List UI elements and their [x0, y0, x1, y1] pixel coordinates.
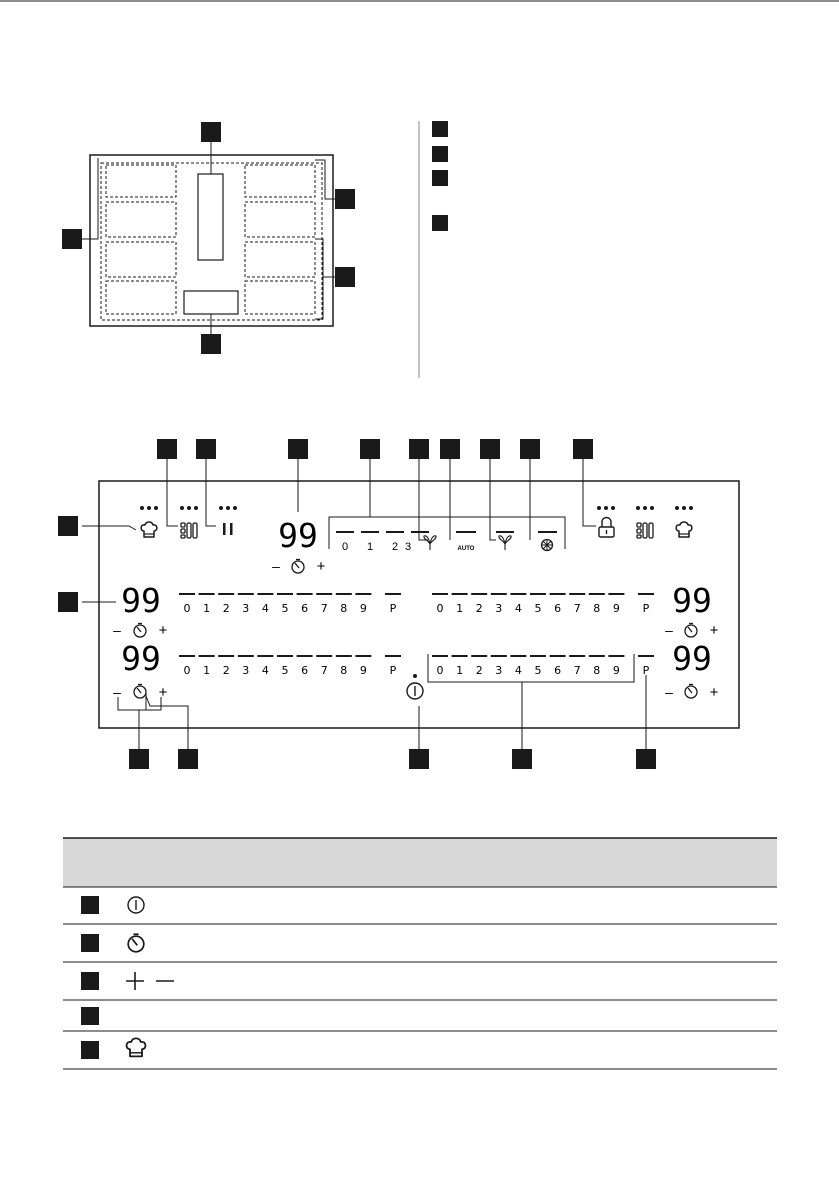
callout-marker [196, 439, 216, 459]
scale-label-P[interactable]: P [389, 602, 397, 615]
scale-label-1[interactable]: 1 [456, 602, 464, 615]
left-rear-zone-display: 99 [121, 639, 161, 678]
scale-label-2[interactable]: 2 [475, 664, 483, 677]
fan-icon[interactable] [499, 536, 511, 550]
scale-label-4[interactable]: 4 [514, 664, 522, 677]
callout-marker [512, 749, 532, 769]
minus-button[interactable]: – [665, 622, 673, 638]
scale-label-0[interactable]: 0 [183, 602, 191, 615]
legend-marker [432, 121, 448, 137]
callout-marker [636, 749, 656, 769]
scale-label-3[interactable]: 3 [495, 664, 503, 677]
auto-label[interactable]: AUTO [457, 546, 475, 552]
hob-zones-diagram [62, 121, 448, 378]
chef-hat-icon[interactable] [141, 522, 157, 537]
plus-button[interactable]: + [158, 684, 168, 701]
callout-marker [335, 189, 355, 209]
left-front-scale[interactable] [179, 594, 401, 615]
callout-marker [288, 439, 308, 459]
right-front-scale[interactable] [432, 594, 654, 615]
scale-label-9[interactable]: 9 [359, 602, 367, 615]
timer-icon[interactable] [685, 624, 697, 638]
scale-label-4[interactable]: 4 [514, 602, 522, 615]
left-front-zone-display: 99 [121, 581, 161, 620]
indicator-dots [219, 506, 237, 510]
scale-label-6[interactable]: 6 [301, 664, 309, 677]
hood-level-2[interactable]: 2 [391, 541, 399, 553]
scale-label-1[interactable]: 1 [203, 664, 211, 677]
scale-label-5[interactable]: 5 [281, 602, 289, 615]
bridge-icon[interactable] [637, 523, 653, 538]
scale-label-4[interactable]: 4 [261, 664, 269, 677]
power-level-scales[interactable] [179, 594, 654, 677]
indicator-dots [636, 506, 654, 510]
scale-label-9[interactable]: 9 [359, 664, 367, 677]
scale-label-5[interactable]: 5 [534, 664, 542, 677]
plus-button[interactable]: + [709, 684, 719, 701]
scale-label-P[interactable]: P [642, 664, 650, 677]
table-header [63, 838, 777, 887]
plus-button[interactable]: + [709, 622, 719, 639]
scale-label-7[interactable]: 7 [320, 602, 328, 615]
scale-label-0[interactable]: 0 [183, 664, 191, 677]
right-rear-scale[interactable] [432, 656, 654, 677]
scale-label-6[interactable]: 6 [554, 664, 562, 677]
power-indicator-dot [413, 674, 417, 678]
table-row [81, 896, 144, 914]
table-row [81, 972, 174, 990]
chef-hat-icon [127, 1038, 146, 1056]
legend-marker [432, 146, 448, 162]
callout-marker [480, 439, 500, 459]
callout-marker [360, 439, 380, 459]
scale-label-4[interactable]: 4 [261, 602, 269, 615]
control-panel [58, 439, 739, 769]
right-front-zone-display: 99 [672, 581, 712, 620]
table-row [81, 1007, 99, 1025]
scale-label-1[interactable]: 1 [203, 602, 211, 615]
scale-label-1[interactable]: 1 [456, 664, 464, 677]
callout-marker [201, 122, 221, 142]
callout-marker [440, 439, 460, 459]
callout-marker [58, 592, 78, 612]
callout-marker [335, 267, 355, 287]
scale-label-9[interactable]: 9 [612, 602, 620, 615]
indicator-dots [140, 506, 158, 510]
right-rear-zone-display: 99 [672, 639, 712, 678]
scale-label-9[interactable]: 9 [612, 664, 620, 677]
minus-button[interactable]: – [113, 684, 121, 700]
indicator-dots [180, 506, 198, 510]
table-row [81, 1038, 145, 1059]
scale-label-P[interactable]: P [389, 664, 397, 677]
lock-icon[interactable] [599, 518, 614, 538]
scale-label-P[interactable]: P [642, 602, 650, 615]
indicator-dots [597, 506, 615, 510]
scale-label-0[interactable]: 0 [436, 664, 444, 677]
key-table [63, 838, 777, 1069]
scale-label-5[interactable]: 5 [534, 602, 542, 615]
legend-marker [432, 170, 448, 186]
row-marker [81, 934, 99, 952]
timer-icon[interactable] [134, 624, 146, 638]
chef-hat-icon[interactable] [676, 522, 692, 537]
callout-marker [129, 749, 149, 769]
scale-label-3[interactable]: 3 [495, 602, 503, 615]
plus-minus-icon [126, 972, 174, 990]
callout-marker [178, 749, 198, 769]
scale-label-7[interactable]: 7 [320, 664, 328, 677]
hood-level-3[interactable]: 3 [404, 541, 412, 553]
minus-button[interactable]: – [665, 684, 673, 700]
timer-icon[interactable] [134, 685, 146, 699]
timer-icon[interactable] [685, 685, 697, 699]
power-icon [128, 897, 144, 913]
plus-button[interactable]: + [316, 558, 326, 575]
light-icon[interactable] [542, 540, 553, 551]
table-row [81, 934, 144, 952]
callout-marker [520, 439, 540, 459]
legend-marker [432, 215, 448, 231]
callout-marker [62, 229, 82, 249]
callout-marker [409, 439, 429, 459]
pause-icon[interactable] [223, 523, 233, 535]
timer-icon[interactable] [292, 560, 304, 574]
scale-label-5[interactable]: 5 [281, 664, 289, 677]
scale-label-8[interactable]: 8 [340, 664, 348, 677]
scale-label-2[interactable]: 2 [222, 602, 230, 615]
row-marker [81, 1007, 99, 1025]
scale-label-8[interactable]: 8 [340, 602, 348, 615]
scale-label-8[interactable]: 8 [593, 664, 601, 677]
scale-label-2[interactable]: 2 [475, 602, 483, 615]
power-icon[interactable] [407, 683, 423, 699]
callout-marker [157, 439, 177, 459]
callout-marker [58, 516, 78, 536]
hood-level-0[interactable]: 0 [341, 541, 349, 553]
callout-marker [573, 439, 593, 459]
fan-boost-icon[interactable] [424, 536, 436, 550]
bridge-icon[interactable] [181, 523, 197, 538]
scale-label-3[interactable]: 3 [242, 602, 250, 615]
minus-button[interactable]: – [113, 622, 121, 638]
scale-label-7[interactable]: 7 [573, 664, 581, 677]
scale-label-6[interactable]: 6 [554, 602, 562, 615]
scale-label-6[interactable]: 6 [301, 602, 309, 615]
callout-marker [201, 334, 221, 354]
minus-button[interactable]: – [272, 558, 280, 574]
plus-button[interactable]: + [158, 622, 168, 639]
scale-label-3[interactable]: 3 [242, 664, 250, 677]
callout-marker [409, 749, 429, 769]
hood-level-1[interactable]: 1 [366, 541, 374, 553]
row-marker [81, 896, 99, 914]
left-rear-scale[interactable] [179, 656, 401, 677]
row-marker [81, 972, 99, 990]
indicator-dots [675, 506, 693, 510]
scale-label-0[interactable]: 0 [436, 602, 444, 615]
scale-label-7[interactable]: 7 [573, 602, 581, 615]
hood-scale[interactable] [336, 532, 557, 553]
display-value: 99 [278, 516, 318, 555]
scale-label-8[interactable]: 8 [593, 602, 601, 615]
scale-label-2[interactable]: 2 [222, 664, 230, 677]
timer-icon [128, 934, 144, 952]
row-marker [81, 1041, 99, 1059]
